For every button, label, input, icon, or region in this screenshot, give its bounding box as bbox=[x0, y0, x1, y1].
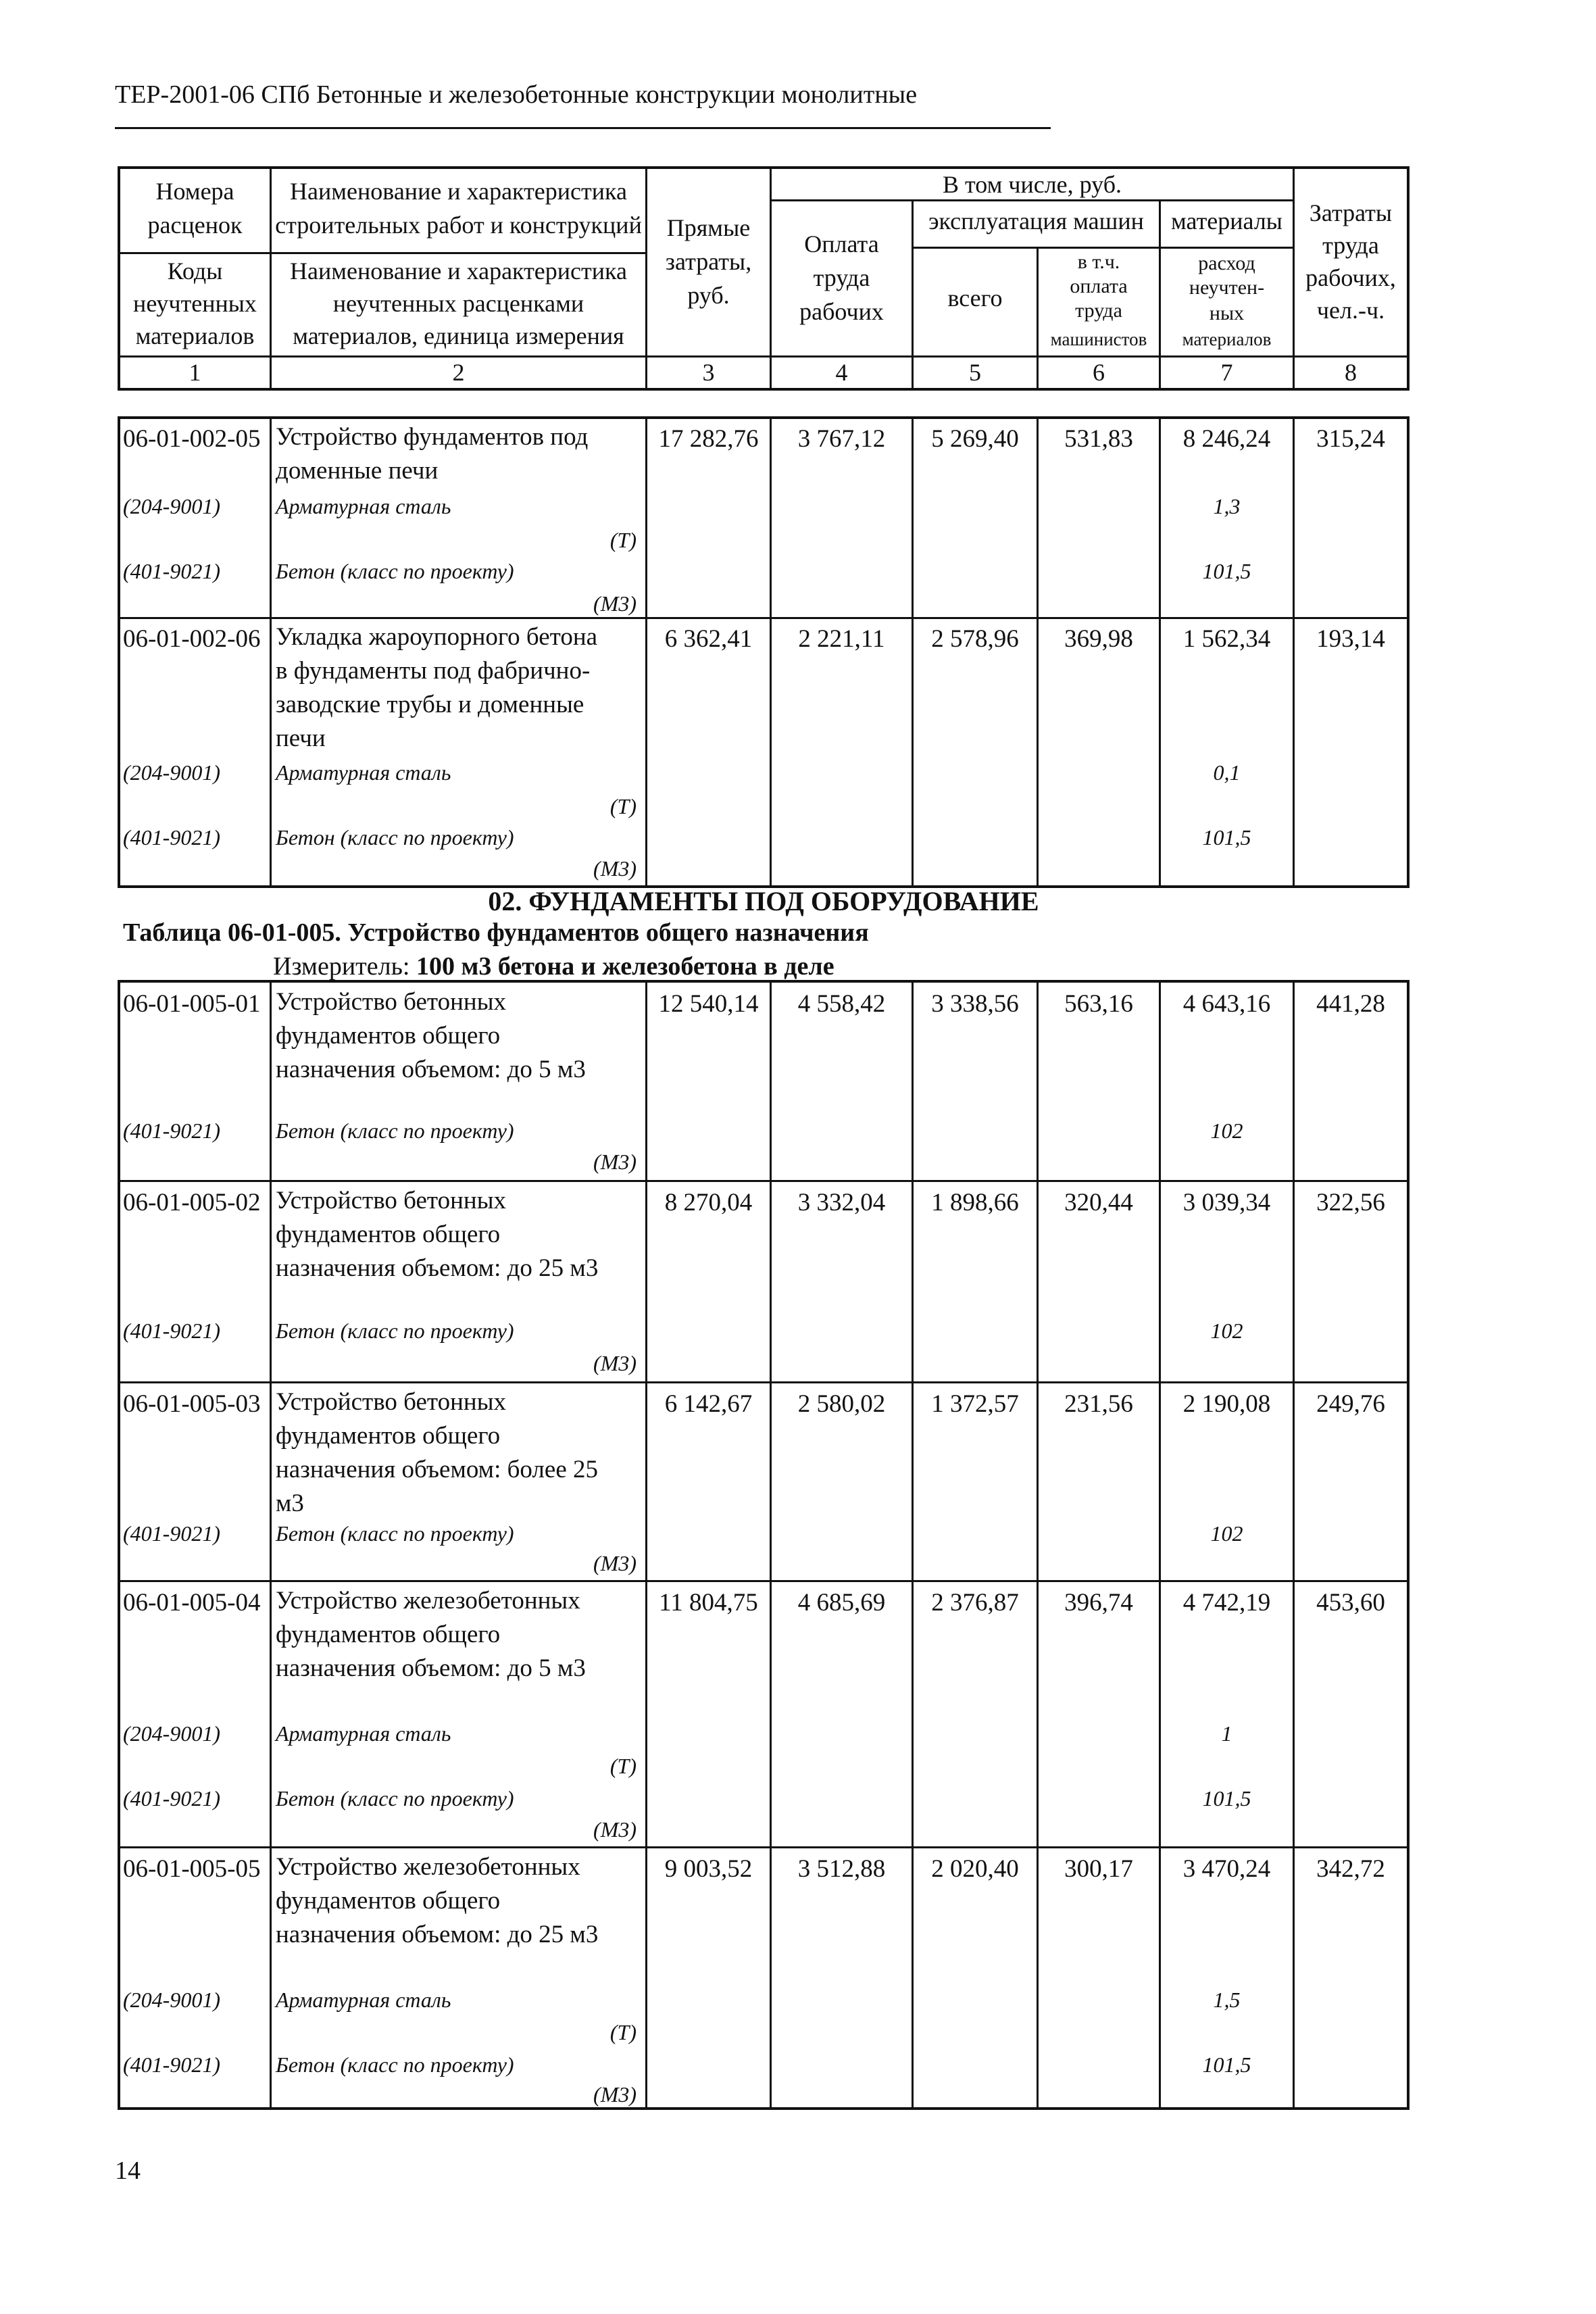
rate-name-line: фундаментов общего bbox=[276, 1887, 501, 1915]
header-col3-line1: Прямые bbox=[666, 214, 751, 241]
rate-name-line: м3 bbox=[276, 1490, 304, 1517]
labor-hours: 249,76 bbox=[1316, 1390, 1385, 1418]
labor-hours: 342,72 bbox=[1316, 1855, 1385, 1883]
materials-cost: 3 039,34 bbox=[1182, 1189, 1271, 1216]
header-col8-line2: труда bbox=[1322, 232, 1379, 259]
machinist-pay: 369,98 bbox=[1064, 625, 1133, 653]
rate-name-line: назначения объемом: более 25 bbox=[276, 1456, 598, 1483]
rate-name-line: Устройство фундаментов под bbox=[276, 423, 589, 451]
rate-name-line: фундаментов общего bbox=[276, 1022, 501, 1050]
material-code: (401-9021) bbox=[123, 1319, 220, 1343]
header-group: В том числе, руб. bbox=[942, 171, 1122, 198]
material-qty: 1,5 bbox=[1213, 1988, 1241, 2012]
rate-name-line: назначения объемом: до 25 м3 bbox=[276, 1921, 599, 1948]
rate-name-line: фундаментов общего bbox=[276, 1221, 501, 1248]
material-unit: (М3) bbox=[593, 856, 637, 881]
material-name: Арматурная сталь bbox=[276, 494, 451, 518]
rate-code: 06-01-005-01 bbox=[123, 990, 261, 1018]
page-number: 14 bbox=[115, 2157, 141, 2185]
material-code: (401-9021) bbox=[123, 1521, 220, 1546]
rate-name-line: Устройство железобетонных bbox=[276, 1587, 580, 1615]
material-qty: 102 bbox=[1210, 1319, 1243, 1343]
rate-name-line: фундаментов общего bbox=[276, 1422, 501, 1450]
material-name: Бетон (класс по проекту) bbox=[276, 825, 514, 850]
header-table bbox=[118, 166, 1410, 391]
rate-name-line: фундаментов общего bbox=[276, 1621, 501, 1648]
measure-label: Измеритель: bbox=[273, 952, 410, 981]
machinist-pay: 320,44 bbox=[1064, 1189, 1133, 1216]
material-code: (401-9021) bbox=[123, 559, 220, 583]
direct-costs: 9 003,52 bbox=[664, 1855, 753, 1883]
rate-code: 06-01-005-04 bbox=[123, 1589, 261, 1617]
material-qty: 101,5 bbox=[1202, 2052, 1251, 2077]
materials-cost: 4 643,16 bbox=[1182, 990, 1271, 1018]
materials-cost: 8 246,24 bbox=[1182, 425, 1271, 453]
material-name: Бетон (класс по проекту) bbox=[276, 1118, 514, 1143]
rate-code: 06-01-005-05 bbox=[123, 1855, 261, 1883]
material-code: (401-9021) bbox=[123, 2052, 220, 2077]
measure-value: 100 м3 бетона и железобетона в деле bbox=[416, 952, 834, 981]
header-col6-line1: в т.ч. bbox=[1077, 251, 1120, 273]
header-col1-line1: Номера bbox=[155, 178, 234, 205]
materials-cost: 1 562,34 bbox=[1182, 625, 1271, 653]
labor-hours: 315,24 bbox=[1316, 425, 1385, 453]
direct-costs: 17 282,76 bbox=[658, 425, 759, 453]
material-qty: 1 bbox=[1221, 1721, 1232, 1746]
header-col6-line3: труда bbox=[1075, 299, 1122, 322]
rate-name-line: в фундаменты под фабрично- bbox=[276, 657, 591, 685]
material-code: (204-9001) bbox=[123, 760, 220, 785]
header-col2-line3: Наименование и характеристика bbox=[290, 257, 627, 285]
material-qty: 102 bbox=[1210, 1521, 1243, 1546]
material-qty: 101,5 bbox=[1202, 559, 1251, 583]
header-number-3: 3 bbox=[702, 359, 715, 386]
rate-name-line: Устройство бетонных bbox=[276, 1388, 507, 1416]
machinist-pay: 563,16 bbox=[1064, 990, 1133, 1018]
measure-line bbox=[273, 952, 834, 983]
material-unit: (М3) bbox=[593, 1817, 637, 1842]
header-number-5: 5 bbox=[969, 359, 981, 386]
rate-name-line: доменные печи bbox=[276, 457, 439, 485]
machinist-pay: 531,83 bbox=[1064, 425, 1133, 453]
machine-total: 3 338,56 bbox=[931, 990, 1019, 1018]
header-col2-line2: строительных работ и конструкций bbox=[275, 212, 642, 239]
material-code: (401-9021) bbox=[123, 1118, 220, 1143]
worker-pay: 3 767,12 bbox=[797, 425, 886, 453]
labor-hours: 441,28 bbox=[1316, 990, 1385, 1018]
machinist-pay: 300,17 bbox=[1064, 1855, 1133, 1883]
material-qty: 0,1 bbox=[1213, 760, 1241, 785]
material-code: (204-9001) bbox=[123, 1721, 220, 1746]
header-col2-line1: Наименование и характеристика bbox=[290, 178, 627, 205]
direct-costs: 12 540,14 bbox=[658, 990, 759, 1018]
header-col1-line2: расценок bbox=[147, 212, 243, 239]
worker-pay: 2 221,11 bbox=[798, 625, 885, 653]
header-col2-line4: неучтенных расценками bbox=[332, 290, 584, 317]
worker-pay: 3 512,88 bbox=[797, 1855, 886, 1883]
rate-code: 06-01-005-02 bbox=[123, 1189, 261, 1216]
labor-hours: 322,56 bbox=[1316, 1189, 1385, 1216]
header-number-7: 7 bbox=[1220, 359, 1233, 386]
rate-name-line: Укладка жароупорного бетона bbox=[276, 623, 598, 651]
rate-name-line: Устройство бетонных bbox=[276, 1187, 507, 1214]
material-name: Бетон (класс по проекту) bbox=[276, 1521, 514, 1546]
material-unit: (Т) bbox=[609, 1754, 637, 1778]
rates-table-1 bbox=[118, 416, 1410, 888]
header-col4-line3: рабочих bbox=[799, 298, 884, 325]
material-qty: 101,5 bbox=[1202, 1786, 1251, 1811]
section-title: 02. ФУНДАМЕНТЫ ПОД ОБОРУДОВАНИЕ bbox=[488, 886, 1039, 916]
header-number-1: 1 bbox=[189, 359, 201, 386]
material-qty: 101,5 bbox=[1202, 825, 1251, 850]
materials-cost: 3 470,24 bbox=[1182, 1855, 1271, 1883]
header-col7-line4: материалов bbox=[1182, 329, 1272, 349]
machine-total: 2 020,40 bbox=[931, 1855, 1019, 1883]
rates-table-2 bbox=[118, 980, 1410, 2110]
machine-total: 1 372,57 bbox=[931, 1390, 1019, 1418]
rate-code: 06-01-005-03 bbox=[123, 1390, 261, 1418]
worker-pay: 4 685,69 bbox=[797, 1589, 886, 1617]
header-col7-line1: расход bbox=[1198, 252, 1255, 274]
material-name: Бетон (класс по проекту) bbox=[276, 559, 514, 583]
material-unit: (М3) bbox=[593, 1551, 637, 1575]
header-col3-line3: руб. bbox=[687, 282, 730, 309]
direct-costs: 6 142,67 bbox=[664, 1390, 753, 1418]
material-code: (204-9001) bbox=[123, 1988, 220, 2012]
direct-costs: 8 270,04 bbox=[664, 1189, 753, 1216]
machinist-pay: 396,74 bbox=[1064, 1589, 1133, 1617]
header-col7-line3: ных bbox=[1209, 302, 1245, 324]
header-number-8: 8 bbox=[1345, 359, 1357, 386]
header-number-4: 4 bbox=[835, 359, 848, 386]
labor-hours: 193,14 bbox=[1316, 625, 1385, 653]
machinist-pay: 231,56 bbox=[1064, 1390, 1133, 1418]
machine-total: 2 578,96 bbox=[931, 625, 1019, 653]
material-unit: (М3) bbox=[593, 591, 637, 616]
rate-name-line: назначения объемом: до 5 м3 bbox=[276, 1056, 586, 1083]
header-col8-line4: чел.-ч. bbox=[1316, 297, 1385, 324]
header-col8-line3: рабочих, bbox=[1305, 264, 1396, 291]
material-code: (401-9021) bbox=[123, 1786, 220, 1811]
header-col1-line3: Коды bbox=[167, 257, 223, 285]
material-unit: (Т) bbox=[609, 2020, 637, 2044]
material-code: (401-9021) bbox=[123, 825, 220, 850]
material-qty: 102 bbox=[1210, 1118, 1243, 1143]
rate-name-line: назначения объемом: до 25 м3 bbox=[276, 1254, 599, 1282]
material-name: Арматурная сталь bbox=[276, 1988, 451, 2012]
machine-total: 2 376,87 bbox=[931, 1589, 1019, 1617]
machine-total: 1 898,66 bbox=[931, 1189, 1019, 1216]
materials-cost: 2 190,08 bbox=[1182, 1390, 1271, 1418]
rate-name-line: печи bbox=[276, 724, 326, 752]
material-name: Арматурная сталь bbox=[276, 760, 451, 785]
material-qty: 1,3 bbox=[1213, 494, 1241, 518]
header-col3-line2: затраты, bbox=[665, 248, 752, 275]
header-materials: материалы bbox=[1170, 207, 1282, 235]
machine-total: 5 269,40 bbox=[931, 425, 1019, 453]
rate-name-line: Устройство железобетонных bbox=[276, 1853, 580, 1881]
material-unit: (Т) bbox=[609, 794, 637, 818]
material-unit: (М3) bbox=[593, 1150, 637, 1174]
worker-pay: 2 580,02 bbox=[797, 1390, 886, 1418]
labor-hours: 453,60 bbox=[1316, 1589, 1385, 1617]
title-rule bbox=[115, 127, 1051, 129]
rate-name-line: назначения объемом: до 5 м3 bbox=[276, 1654, 586, 1682]
rate-code: 06-01-002-05 bbox=[123, 425, 261, 453]
header-col1-line4: неучтенных bbox=[133, 290, 257, 317]
material-name: Арматурная сталь bbox=[276, 1721, 451, 1746]
header-col6-line4: машинистов bbox=[1050, 329, 1147, 349]
header-col8-line1: Затраты bbox=[1309, 199, 1393, 226]
table-title: Таблица 06-01-005. Устройство фундаментов общего назначения bbox=[123, 918, 869, 947]
header-number-2: 2 bbox=[452, 359, 465, 386]
material-unit: (М3) bbox=[593, 2082, 637, 2107]
material-code: (204-9001) bbox=[123, 494, 220, 518]
rate-name-line: Устройство бетонных bbox=[276, 988, 507, 1016]
header-col5: всего bbox=[947, 285, 1003, 312]
header-machines: эксплуатация машин bbox=[928, 207, 1144, 235]
header-col4-line2: труда bbox=[813, 264, 870, 291]
rate-name-line: заводские трубы и доменные bbox=[276, 691, 584, 718]
document-title: ТЕР-2001-06 СПб Бетонные и железобетонные конструкции монолитные bbox=[115, 80, 918, 109]
header-number-6: 6 bbox=[1093, 359, 1105, 386]
header-col1-line5: материалов bbox=[135, 322, 255, 349]
header-col2-line5: материалов, единица измерения bbox=[293, 322, 624, 349]
header-col4-line1: Оплата bbox=[804, 230, 879, 257]
material-unit: (Т) bbox=[609, 528, 637, 552]
rate-code: 06-01-002-06 bbox=[123, 625, 261, 653]
material-unit: (М3) bbox=[593, 1351, 637, 1375]
direct-costs: 6 362,41 bbox=[664, 625, 753, 653]
material-name: Бетон (класс по проекту) bbox=[276, 2052, 514, 2077]
materials-cost: 4 742,19 bbox=[1182, 1589, 1271, 1617]
material-name: Бетон (класс по проекту) bbox=[276, 1319, 514, 1343]
header-col7-line2: неучтен- bbox=[1189, 276, 1265, 299]
header-col6-line2: оплата bbox=[1070, 275, 1128, 297]
direct-costs: 11 804,75 bbox=[659, 1589, 758, 1617]
worker-pay: 3 332,04 bbox=[797, 1189, 886, 1216]
material-name: Бетон (класс по проекту) bbox=[276, 1786, 514, 1811]
worker-pay: 4 558,42 bbox=[797, 990, 886, 1018]
